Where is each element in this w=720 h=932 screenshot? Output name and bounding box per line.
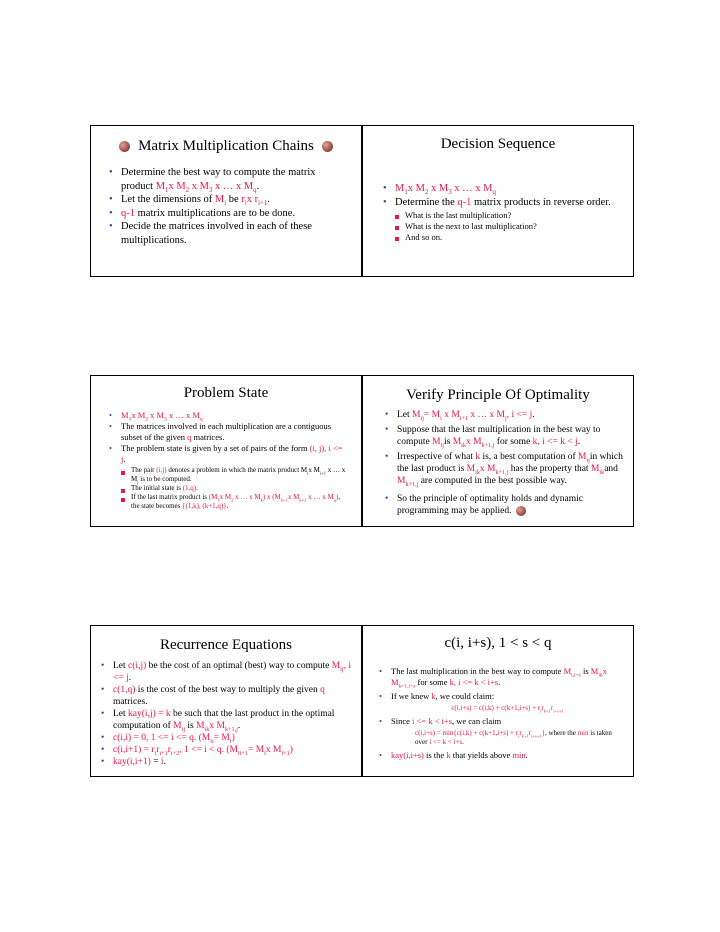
sub-item: The pair (i,j) denotes a problem in which the matrix product $M_ix$ $M_{i+1}$ x … x $M_j$ is to be computed.: [121, 466, 349, 484]
slide-title: Problem State: [183, 385, 269, 401]
bullet-item: • $M_1x$ $M_2$ x $M_3$ x … x $M_q$: [383, 182, 623, 196]
bullet-item: • Irrespective of what k is, a best computation of $M_{ij}in$ which the last product is $M_{ik}x$ $M_{k+1,j}$ has the property that $M_{ik}and$ $M_{k+1,j}$ are computed in the best possible way.: [385, 451, 625, 487]
bullet-list: [385, 409, 625, 517]
bullet-item: • Let $M_{ij}= M_i$ x $M_{i+1}$ x … x $M_j$, i <= j.: [385, 409, 625, 421]
bullet-ball-icon: [516, 506, 526, 516]
bullet-item: • So the principle of optimality holds and dynamic programming may be applied.: [385, 493, 625, 517]
bullet-item: • Since i <= k < i+s, we can claim $c(i,i+s) = \min\{c(i,k) + c(k+1,i+s) + r_ir_{k+1}r_{i+s+1}\}$, where the min is taken over i <= k < i+s.: [379, 716, 624, 747]
bullet-item: • kay(i,i+1) = i.: [101, 756, 351, 768]
sub-item: And so on.: [395, 232, 623, 243]
bullet-item: • Let c(i,j) be the cost of an optimal (best) way to compute $M_{ij}$, i <= j.: [101, 660, 351, 684]
bullet-item: • If we knew k, we could claim: $c(i,i+s) = c(i,k) + c(k+1,i+s) + r_ir_{k+1}r_{i+s+1}$: [379, 691, 624, 713]
bullet-item: • The matrices involved in each multiplication are a contiguous subset of the given q matrices.: [109, 421, 349, 443]
slide-2: [362, 125, 634, 277]
sub-list: [395, 210, 623, 243]
bullet-item: • $M_1x$ $M_2$ x $M_3$ x … x $M_q$: [109, 410, 349, 421]
slide-4: [362, 375, 634, 527]
bullet-item: • Suppose that the last multiplication in the best way to compute $M_{ij}is$ $M_{ik}x$ $M_{k+1,j}$ for some k, i <= k < j.: [385, 424, 625, 448]
bullet-item: • c(1,q) is the cost of the best way to multiply the given q matrices.: [101, 684, 351, 708]
bullet-item: • c(i,i) = 0, 1 <= i <= q. $(M_{ii}= M_i)$: [101, 732, 351, 744]
bullet-item: • kay(i,i+s) is the k that yields above min.: [379, 750, 624, 761]
sub-item: The initial state is (1,q).: [121, 484, 349, 493]
bullet-ball-icon: [119, 141, 130, 152]
bullet-item: • Determine the best way to compute the matrix product $M_1x$ $M_2$ x $M_3$ x … x $M_q$.: [109, 166, 349, 193]
slide-title: c(i, i+s), 1 < s < q: [444, 635, 552, 651]
bullet-item: • The last multiplication in the best way to compute $M_{i,i+s}$ is $M_{ik}x$ $M_{k+1,i+s}$ for some k, i <= k < i+s.: [379, 666, 624, 688]
sub-list: [121, 466, 349, 511]
slide-title: Matrix Multiplication Chains: [91, 137, 361, 155]
bullet-item: • Determine the q-1 matrix products in reverse order. What is the last multiplication? What is the next to last multiplication? And so on.: [383, 196, 623, 244]
sub-item: If the last matrix product is ($M_1x$ $M_2$ x … x $M_k$) x ($M_{k+1}x$ $M_{k+2}$ x … x $M_q$), the state becomes {(1,k), (k+1,q)}.: [121, 493, 349, 511]
bullet-item: • Let the dimensions of $M_i$ be $r_ix$ $r_{i+1}$.: [109, 193, 349, 207]
bullet-list: [109, 410, 349, 511]
slide-title: Recurrence Equations: [159, 637, 293, 653]
bullet-item: • Let kay(i,j) = k be such that the last product in the optimal computation of $M_{ij}$ is $M_{ik}x$ $M_{k+1,j}$.: [101, 708, 351, 732]
sub-item: What is the last multiplication?: [395, 210, 623, 221]
bullet-item: • $c(i,i+1) = r_ir_{i+1}r_{i+2}$, 1 <= i < q. ($M_{ii+1}= M_ix$ $M_{i+1}$): [101, 744, 351, 756]
sub-item: What is the next to last multiplication?: [395, 221, 623, 232]
bullet-ball-icon: [322, 141, 333, 152]
slide-6: [362, 625, 634, 777]
bullet-list: [383, 182, 623, 243]
formula: $c(i,i+s) = c(i,k) + c(k+1,i+s) + r_ir_{k+1}r_{i+s+1}$: [451, 704, 564, 714]
bullet-list: [101, 660, 351, 768]
slide-title: Verify Principle Of Optimality: [406, 387, 590, 403]
slide-5: [90, 625, 362, 777]
slide-3: [90, 375, 362, 527]
bullet-list: [109, 166, 349, 247]
bullet-item: • Decide the matrices involved in each of these multiplications.: [109, 220, 349, 247]
bullet-list: [379, 666, 624, 761]
bullet-item: • q-1 matrix multiplications are to be done.: [109, 207, 349, 221]
slide-1: [90, 125, 362, 277]
slide-title: Decision Sequence: [440, 136, 556, 152]
bullet-item: • The problem state is given by a set of pairs of the form (i, j), i <= j. The pair (i,j) denotes a problem in which the matrix product $M_ix$ $M_{i+1}$ x … x $M_j$ is to be computed. The initial state is (1,q). If the last matrix product is ($M_1x$ $M_2$ x … x $M_k$) x ($M_{k+1}x$ $M_{k+2}$ x … x $M_q$), the state becomes {(1,k), (k+1,q)}.: [109, 443, 349, 511]
formula: $c(i,i+s) = \min\{c(i,k) + c(k+1,i+s) + r_ir_{k+1}r_{i+s+1}\}$, where the min is taken over i <= k < i+s.: [415, 729, 612, 746]
